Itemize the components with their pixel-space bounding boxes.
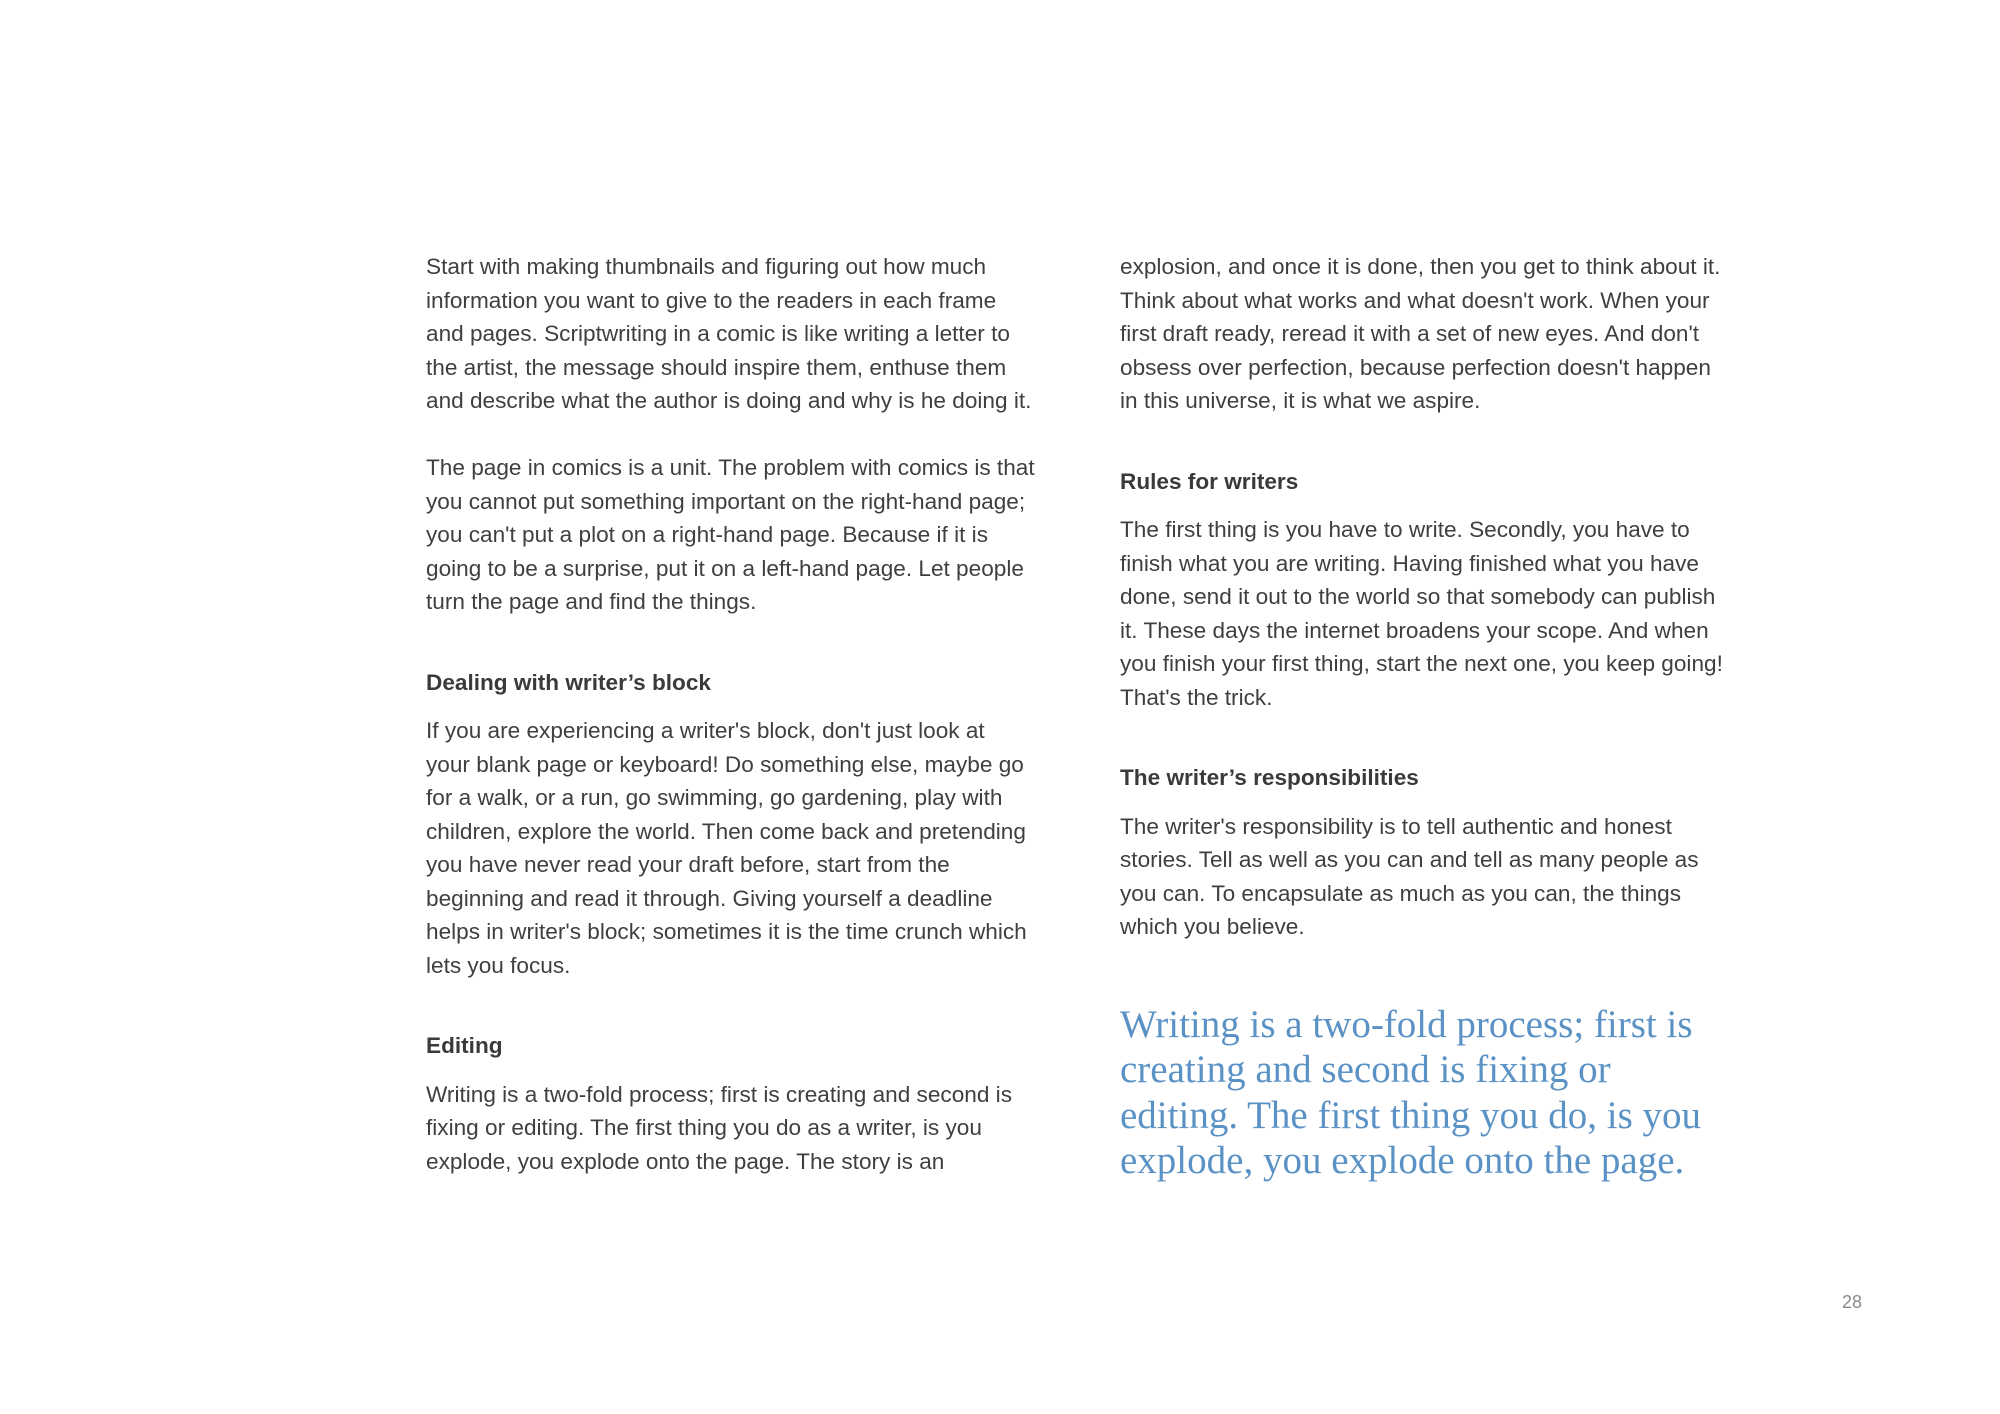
writers-block-line: children, explore the world. Then come back and pretending — [426, 818, 1026, 844]
writers-block-heading: Dealing with writer’s block — [426, 669, 711, 695]
rules-line: you finish your first thing, start the next one, you keep going! — [1120, 651, 1723, 676]
continuation-line: first draft ready, reread it with a set of new eyes. And don't — [1120, 321, 1700, 346]
editing-heading: Editing — [426, 1033, 503, 1058]
rules-line: done, send it out to the world so that somebody can publish — [1120, 584, 1716, 609]
responsibilities-paragraph — [1120, 810, 1770, 944]
rules-line: The first thing is you have to write. Secondly, you have to — [1120, 517, 1690, 542]
continuation-line: in this universe, it is what we aspire. — [1120, 388, 1481, 413]
rules-line: That's the trick. — [1120, 684, 1273, 710]
continuation-line: Think about what works and what doesn't work. When your — [1120, 287, 1710, 313]
responsibilities-line: The writer's responsibility is to tell authentic and honest — [1120, 813, 1672, 839]
intro-paragraph — [426, 250, 1076, 418]
responsibilities-line: which you believe. — [1120, 914, 1305, 939]
editing-line: explode, you explode onto the page. The story is an — [426, 1148, 945, 1174]
page-unit-line: going to be a surprise, put it on a left-hand page. Let people — [426, 555, 1024, 581]
writers-block-line: for a walk, or a run, go swimming, go gardening, play with — [426, 785, 1003, 810]
writers-block-line: you have never read your draft before, start from the — [426, 852, 950, 877]
writers-block-paragraph — [426, 714, 1076, 982]
rules-line: finish what you are writing. Having finished what you have — [1120, 550, 1699, 576]
writers-block-line: beginning and read it through. Giving yourself a deadline — [426, 885, 993, 911]
page-unit-line: you cannot put something important on the right-hand page; — [426, 488, 1026, 514]
page-unit-line: turn the page and find the things. — [426, 589, 757, 614]
pull-quote — [1120, 1002, 1770, 1184]
continuation-paragraph — [1120, 250, 1770, 418]
page-unit-line: you can't put a plot on a right-hand page. Because if it is — [426, 522, 988, 547]
intro-line: the artist, the message should inspire them, enthuse them — [426, 354, 1007, 380]
pull-quote-line: explode, you explode onto the page. — [1120, 1139, 1685, 1182]
pull-quote-line: Writing is a two-fold process; first is — [1120, 1002, 1693, 1046]
editing-paragraph — [426, 1078, 1076, 1179]
pull-quote-line: editing. The first thing you do, is you — [1120, 1093, 1702, 1137]
writers-block-line: lets you focus. — [426, 952, 571, 978]
page-number: 28 — [1841, 1292, 1862, 1312]
intro-line: and describe what the author is doing and why is he doing it. — [426, 388, 1032, 413]
continuation-line: obsess over perfection, because perfection doesn't happen — [1120, 354, 1711, 380]
writers-block-line: If you are experiencing a writer's block, don't just look at — [426, 718, 985, 743]
writers-block-line: helps in writer's block; sometimes it is the time crunch which — [426, 919, 1027, 944]
rules-heading: Rules for writers — [1120, 468, 1299, 494]
continuation-line: explosion, and once it is done, then you get to think about it. — [1120, 254, 1721, 279]
left-column — [426, 250, 1076, 1178]
intro-line: and pages. Scriptwriting in a comic is like writing a letter to — [426, 321, 1010, 346]
rules-line: it. These days the internet broadens your scope. And when — [1120, 617, 1709, 643]
responsibilities-line: you can. To encapsulate as much as you can, the things — [1120, 880, 1682, 906]
responsibilities-line: stories. Tell as well as you can and tell as many people as — [1120, 847, 1699, 872]
intro-line: information you want to give to the readers in each frame — [426, 287, 997, 313]
page-unit-line: The page in comics is a unit. The problem with comics is that — [426, 455, 1035, 480]
editing-line: Writing is a two-fold process; first is creating and second is — [426, 1081, 1013, 1107]
page-unit-paragraph — [426, 451, 1076, 619]
pull-quote-line: creating and second is fixing or — [1120, 1048, 1611, 1091]
intro-line: Start with making thumbnails and figuring out how much — [426, 254, 987, 279]
writers-block-line: your blank page or keyboard! Do something else, maybe go — [426, 751, 1024, 777]
responsibilities-heading: The writer’s responsibilities — [1120, 765, 1419, 790]
editing-line: fixing or editing. The first thing you do as a writer, is you — [426, 1115, 982, 1140]
rules-paragraph — [1120, 513, 1770, 714]
right-column — [1120, 250, 1770, 1184]
